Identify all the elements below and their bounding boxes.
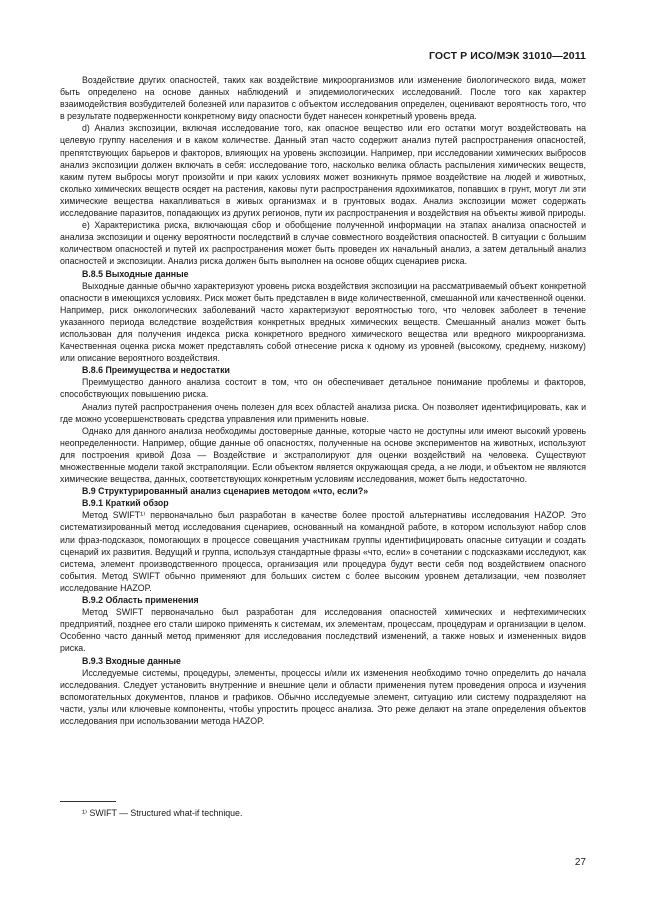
section-heading: В.8.6 Преимущества и недостатки	[82, 365, 230, 376]
section-heading: В.9.3 Входные данные	[82, 655, 181, 666]
page-number: 27	[574, 857, 586, 868]
section-heading: В.9 Структурированный анализ сценариев методом «что, если?»	[82, 486, 369, 497]
body-paragraph: Выходные данные обычно характеризуют уровень риска воздействия экспозиции на рассматриваемый объект конкретной опасности в имеющихся условиях. Риск может быть представлен в виде количественной, смешанной или качественной оценки. Например, риск онкологических заболеваний часто характеризуют вероятностью того, что человек заболеет в течение указанного периода вследствие воздействия конкретных вредных химических веществ. Смешанный анализ может быть использован для получения индекса риска конкретного вредного химического вещества или вредного микроорганизма. Качественная оценка риска может представлять собой отнесение риска к одному из уровней (высокому, среднему, низкому) или описание вероятного воздействия.	[60, 280, 586, 364]
body-paragraph: Метод SWIFT первоначально был разработан для исследования опасностей химических и нефтехимических предприятий, позднее его стали широко применять к системам, их элементам, процессам, процедурам и организации в целом. Особенно часто данный метод применяют для исследования последствий изменений, а также новых и измененных видов риска.	[60, 607, 586, 654]
footnote-divider	[60, 801, 116, 802]
document-body	[60, 74, 586, 727]
section-heading: В.8.5 Выходные данные	[82, 268, 189, 279]
body-paragraph: Исследуемые системы, процедуры, элементы, процессы и/или их изменения необходимо точно определить до начала исследования. Следует установить внутренние и внешние цели и области применения путем проведения опроса и изучения вспомогательных документов, планов и графиков. Обычно исследуемые элемент, ситуацию или систему подразделяют на части, узлы или ключевые компоненты, чтобы упростить процесс анализа. Это реже делают на этапе определения объектов исследования при использовании метода HAZOP.	[60, 667, 586, 726]
section-heading: В.9.2 Область применения	[82, 595, 199, 606]
body-paragraph: Анализ путей распространения очень полезен для всех областей анализа риска. Он позволяет идентифицировать, как и где можно усовершенствовать средства управления или применить новые.	[60, 401, 586, 424]
body-paragraph: d) Анализ экспозиции, включая исследование того, как опасное вещество или его остатки могут воздействовать на целевую группу населения и в каком количестве. Данный этап часто содержит анализ путей распространения опасностей, препятствующих барьеров и факторов, влияющих на уровень экспозиции. Например, при исследовании химических выбросов анализ экспозиции должен включать в себя: исследование того, насколько велика область распыления химических веществ, каким путем выбросы могут произойти и при каких условиях может возникнуть прямое воздействие на людей и животных, сколько химических веществ осядет на растения, каковы пути распространения ядохимикатов, попавших в грунт, могут ли эти химические вещества накапливаться в живых организмах и в грунтовых водах. Анализ экспозиции может содержать исследование паразитов, попадающих из других регионов, пути их распространения и воздействия на объекты живой природы.	[60, 123, 586, 219]
section-heading: В.9.1 Краткий обзор	[82, 498, 169, 509]
body-paragraph: Метод SWIFT¹⁾ первоначально был разработан в качестве более простой альтернативы исследования HAZOP. Это систематизированный метод исследования сценариев, основанный на командной работе, в котором используют набор слов или фраз-подсказок, помогающих в процессе совещания участникам группы идентифицировать опасные ситуации и создать сценарий их развития. Ведущий и группа, используя стандартные фразы «что, если» в сочетании с подсказками исследуют, как система, элемент производственного процесса, организация или процедура будут вести себя под воздействием опасного события. Метод SWIFT обычно применяют для больших систем с более высоким уровнем детализации, чем позволяет исследование HAZOP.	[60, 510, 586, 593]
standard-header: ГОСТ Р ИСО/МЭК 31010—2011	[428, 50, 586, 62]
body-paragraph: Воздействие других опасностей, таких как воздействие микроорганизмов или изменение биологического вида, может быть определено на основе данных наблюдений и эпидемиологических исследований. После того как характер взаимодействия возбудителей болезней или паразитов с объектом исследования определен, оценивают вероятность того, что в результате подверженности конкретному виду опасности будет нанесен конкретный уровень вреда.	[60, 75, 586, 122]
footnote: ¹⁾ SWIFT — Structured what-if technique.	[82, 808, 243, 818]
body-paragraph: e) Характеристика риска, включающая сбор и обобщение полученной информации на этапах анализа опасностей и анализа экспозиции и оценку вероятности последствий в случае совместного воздействия опасностей. В ситуации с большим количеством опасностей и путей их распространения может быть проведен их начальный анализ, а затем детальный анализ опасностей и экспозиции. Анализ риска должен быть выполнен на основе общих сценариев риска.	[60, 220, 586, 267]
body-paragraph: Однако для данного анализа необходимы достоверные данные, которые часто не доступны или имеют высокий уровень неопределенности. Например, общие данные об опасностях, полученные на основе экспериментов на животных, используют для построения кривой Доза — Воздействие и экстраполируют для оценки воздействий на человека. Существуют множественные модели такой экстраполяции. Если объектом является окружающая среда, а не люди, и объектом не являются химические вещества, данных, соответствующих конкретным условиям исследования, может быть недостаточно.	[60, 425, 586, 485]
body-paragraph: Преимущество данного анализа состоит в том, что он обеспечивает детальное понимание проблемы и факторов, способствующих повышению риска.	[60, 377, 586, 400]
